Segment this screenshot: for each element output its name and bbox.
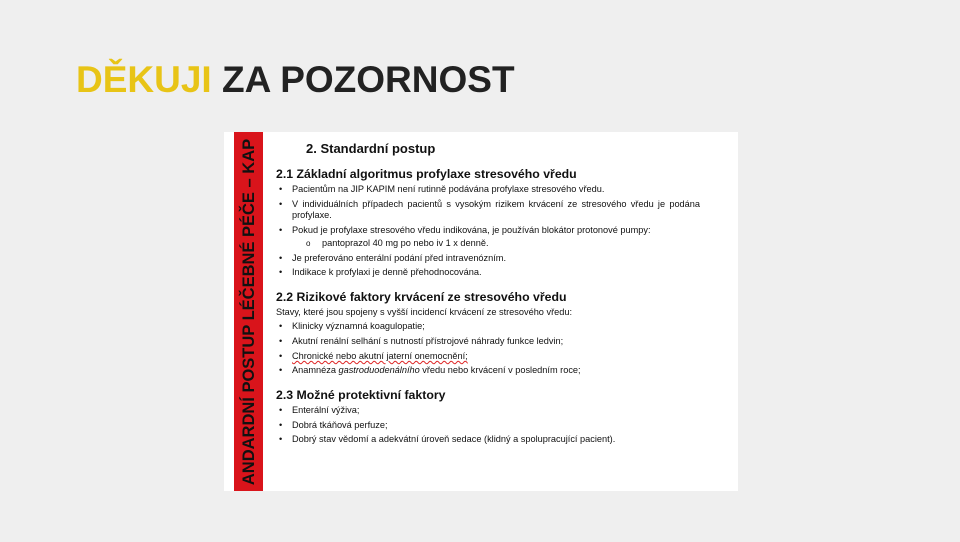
- document-side-bar: [234, 132, 263, 491]
- list-item: • Indikace k profylaxi je denně přehodnocována.: [292, 267, 722, 278]
- document-image: [224, 132, 738, 491]
- list-item: • Akutní renální selhání s nutností přístrojové náhrady funkce ledvin;: [292, 336, 722, 347]
- list-item: • Pokud je profylaxe stresového vředu indikována, je používán blokátor protonové pumpy:: [292, 225, 722, 236]
- section-title: 2.2 Rizikové faktory krvácení ze stresového vředu: [276, 290, 567, 304]
- section-title: 2.3 Možné protektivní faktory: [276, 388, 446, 402]
- slide-title-accent: DĚKUJI: [76, 59, 212, 100]
- list-item-part: vředu nebo krvácení v posledním roce;: [419, 365, 581, 375]
- slide-title: [76, 56, 515, 104]
- list-item: • Dobrý stav vědomí a adekvátní úroveň sedace (klidný a spolupracující pacient).: [292, 434, 722, 445]
- list-item: [292, 365, 722, 376]
- document-side-label: ANDARDNÍ POSTUP LÉČEBNÉ PÉČE – KAP: [239, 138, 258, 485]
- section-title: 2.1 Základní algoritmus profylaxe stresového vředu: [276, 167, 577, 181]
- list-item: • Dobrá tkáňová perfuze;: [292, 420, 722, 431]
- list-item: • Chronické nebo akutní jaterní onemocnění;: [292, 351, 468, 362]
- sub-list-item: o pantoprazol 40 mg po nebo iv 1 x denně.: [322, 238, 489, 249]
- list-item: • Je preferováno enterální podání před intravenózním.: [292, 253, 722, 264]
- list-item: • Pacientům na JIP KAPIM není rutinně podávána profylaxe stresového vředu.: [292, 184, 722, 195]
- list-item-part: Anamnéza: [292, 365, 339, 375]
- list-item: • Klinicky významná koagulopatie;: [292, 321, 722, 332]
- slide-title-rest: ZA POZORNOST: [221, 59, 515, 100]
- section-intro: Stavy, které jsou spojeny s vyšší incidencí krvácení ze stresového vředu:: [276, 307, 573, 317]
- list-item-italic: gastroduodenálního: [338, 365, 420, 375]
- list-item: • V individuálních případech pacientů s vysokým rizikem krvácení ze stresového vředu je podána profylaxe.: [292, 199, 700, 221]
- document-heading: 2. Standardní postup: [306, 141, 436, 156]
- list-item: • Enterální výživa;: [292, 405, 722, 416]
